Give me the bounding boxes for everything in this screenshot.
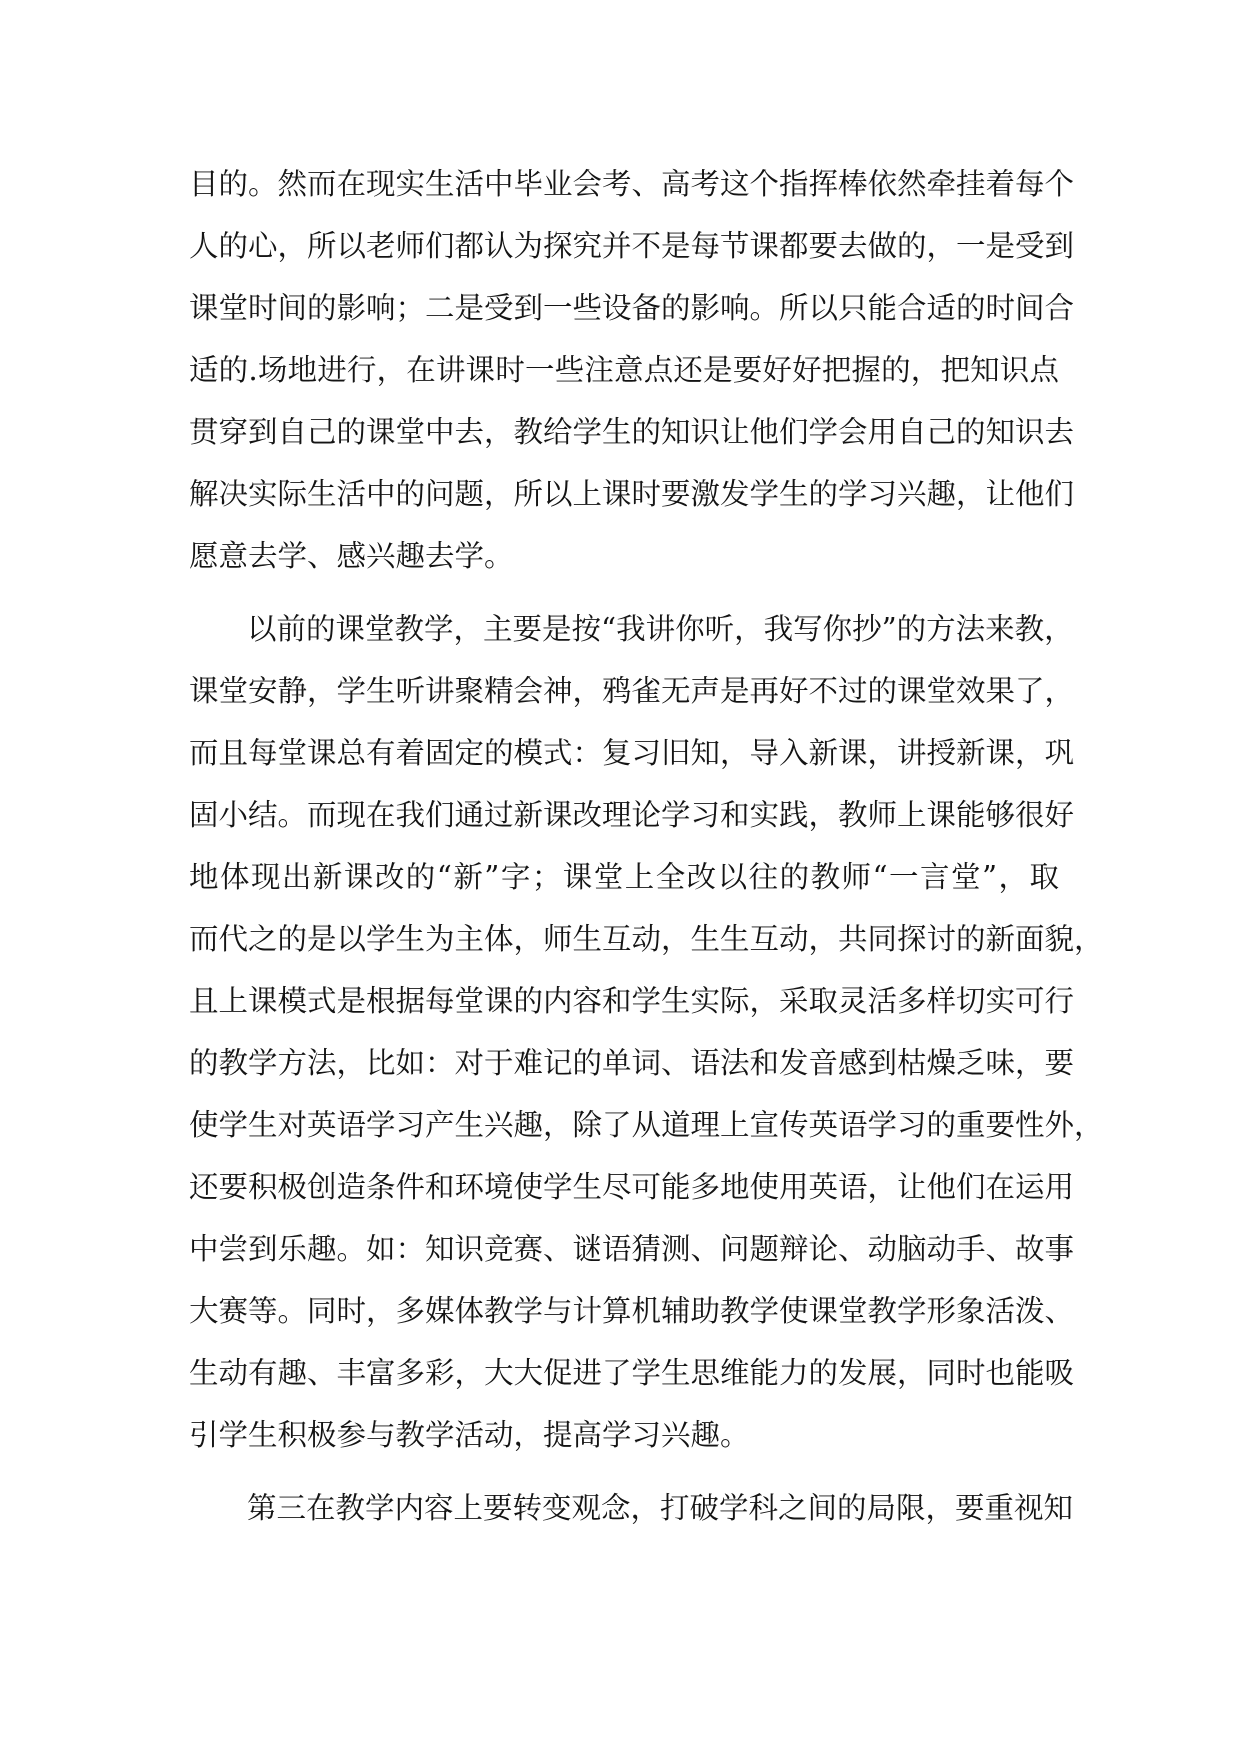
paragraph-line: 愿意去学、感兴趣去学。 [189,539,514,573]
document-body [189,153,1104,1539]
paragraph-line: 使学生对英语学习产生兴趣，除了从道理上宣传英语学习的重要性外， [189,1108,1104,1142]
paragraph-line: 且上课模式是根据每堂课的内容和学生实际，采取灵活多样切实可行 [189,984,1075,1018]
paragraph-gap [189,587,1059,598]
paragraph-1 [189,153,1075,587]
paragraph-line: 的教学方法，比如：对于难记的单词、语法和发音感到枯燥乏味，要 [189,1046,1075,1080]
paragraph-2 [189,598,1104,1466]
paragraph-3 [189,1477,1074,1539]
paragraph-line: 适的.场地进行，在讲课时一些注意点还是要好好把握的，把知识点 [189,353,1059,387]
paragraph-line: 中尝到乐趣。如：知识竞赛、谜语猜测、问题辩论、动脑动手、故事 [189,1232,1075,1266]
paragraph-line: 贯穿到自己的课堂中去，教给学生的知识让他们学会用自己的知识去 [189,415,1075,449]
paragraph-line: 课堂时间的影响；二是受到一些设备的影响。所以只能合适的时间合 [189,291,1075,325]
paragraph-line: 而且每堂课总有着固定的模式：复习旧知，导入新课，讲授新课，巩 [189,736,1075,770]
paragraph-line: 解决实际生活中的问题，所以上课时要激发学生的学习兴趣，让他们 [189,477,1075,511]
paragraph-line: 固小结。而现在我们通过新课改理论学习和实践，教师上课能够很好 [189,798,1075,832]
paragraph-line: 以前的课堂教学，主要是按“我讲你听，我写你抄”的方法来教， [247,612,1074,646]
paragraph-line: 还要积极创造条件和环境使学生尽可能多地使用英语，让他们在运用 [189,1170,1075,1204]
paragraph-line: 目的。然而在现实生活中毕业会考、高考这个指挥棒依然牵挂着每个 [189,167,1075,201]
paragraph-gap [189,1466,1059,1477]
paragraph-line: 课堂安静，学生听讲聚精会神，鸦雀无声是再好不过的课堂效果了， [189,674,1075,708]
paragraph-line: 引学生积极参与教学活动，提高学习兴趣。 [189,1418,750,1452]
paragraph-line: 第三在教学内容上要转变观念，打破学科之间的局限，要重视知 [247,1491,1074,1525]
paragraph-line: 而代之的是以学生为主体，师生互动，生生互动，共同探讨的新面貌， [189,922,1104,956]
paragraph-line: 大赛等。同时，多媒体教学与计算机辅助教学使课堂教学形象活泼、 [189,1294,1075,1328]
paragraph-line: 人的心，所以老师们都认为探究并不是每节课都要去做的，一是受到 [189,229,1075,263]
paragraph-line: 地体现出新课改的“新”字；课堂上全改以往的教师“一言堂”，取 [189,860,1059,894]
paragraph-line: 生动有趣、丰富多彩，大大促进了学生思维能力的发展，同时也能吸 [189,1356,1075,1390]
